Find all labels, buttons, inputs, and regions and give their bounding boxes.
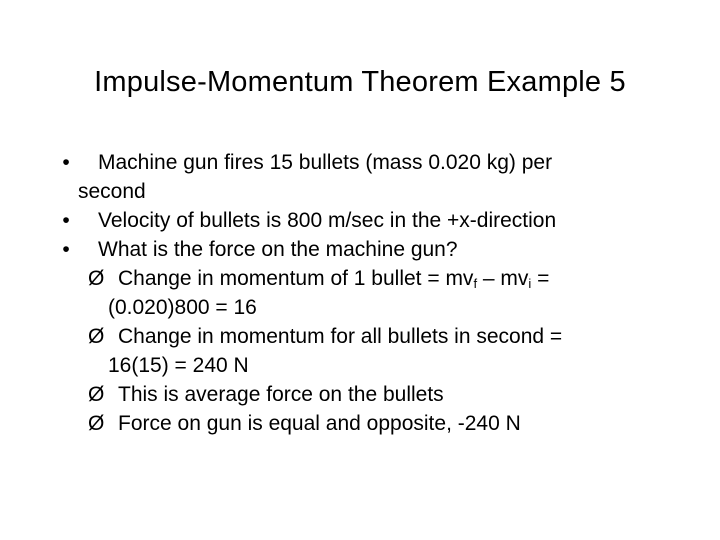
- subscript-f: f: [473, 276, 478, 291]
- sub-bullet-item: [58, 322, 678, 380]
- bullet-item: [58, 235, 678, 264]
- bullet-marker: •: [62, 151, 70, 174]
- arrow-bullet-icon: Ø: [88, 267, 105, 290]
- arrow-bullet-icon: Ø: [88, 412, 105, 435]
- bullet-text: Machine gun fires 15 bullets (mass 0.020 kg) per: [98, 151, 553, 174]
- sub-bullet-text-continued: (0.020)800 = 16: [108, 296, 257, 319]
- slide-title: Impulse-Momentum Theorem Example 5: [94, 66, 626, 98]
- sub-bullet-text-part: =: [531, 267, 550, 290]
- sub-bullet-text-continued: 16(15) = 240 N: [108, 354, 249, 377]
- bullet-marker: •: [62, 238, 70, 261]
- subscript-i: i: [528, 276, 532, 291]
- slide-content: [58, 148, 678, 438]
- bullet-item: [58, 206, 678, 235]
- bullet-item: [58, 148, 678, 206]
- sub-bullet-item: [58, 409, 678, 438]
- bullet-text: What is the force on the machine gun?: [98, 238, 458, 261]
- sub-bullet-text-part: – mv: [477, 267, 529, 290]
- sub-bullet-text: Change in momentum for all bullets in second =: [118, 325, 563, 348]
- sub-bullet-item: [58, 380, 678, 409]
- arrow-bullet-icon: Ø: [88, 325, 105, 348]
- sub-bullet-item: [58, 264, 678, 322]
- sub-bullet-text-part: Change in momentum of 1 bullet = mv: [118, 267, 474, 290]
- bullet-text-continued: second: [78, 180, 146, 203]
- bullet-marker: •: [62, 209, 70, 232]
- sub-bullet-text: This is average force on the bullets: [118, 383, 444, 406]
- arrow-bullet-icon: Ø: [88, 383, 105, 406]
- bullet-text: Velocity of bullets is 800 m/sec in the +x-direction: [98, 209, 557, 232]
- sub-bullet-text: Force on gun is equal and opposite, -240 N: [118, 412, 521, 435]
- sub-bullet-text: [118, 267, 549, 290]
